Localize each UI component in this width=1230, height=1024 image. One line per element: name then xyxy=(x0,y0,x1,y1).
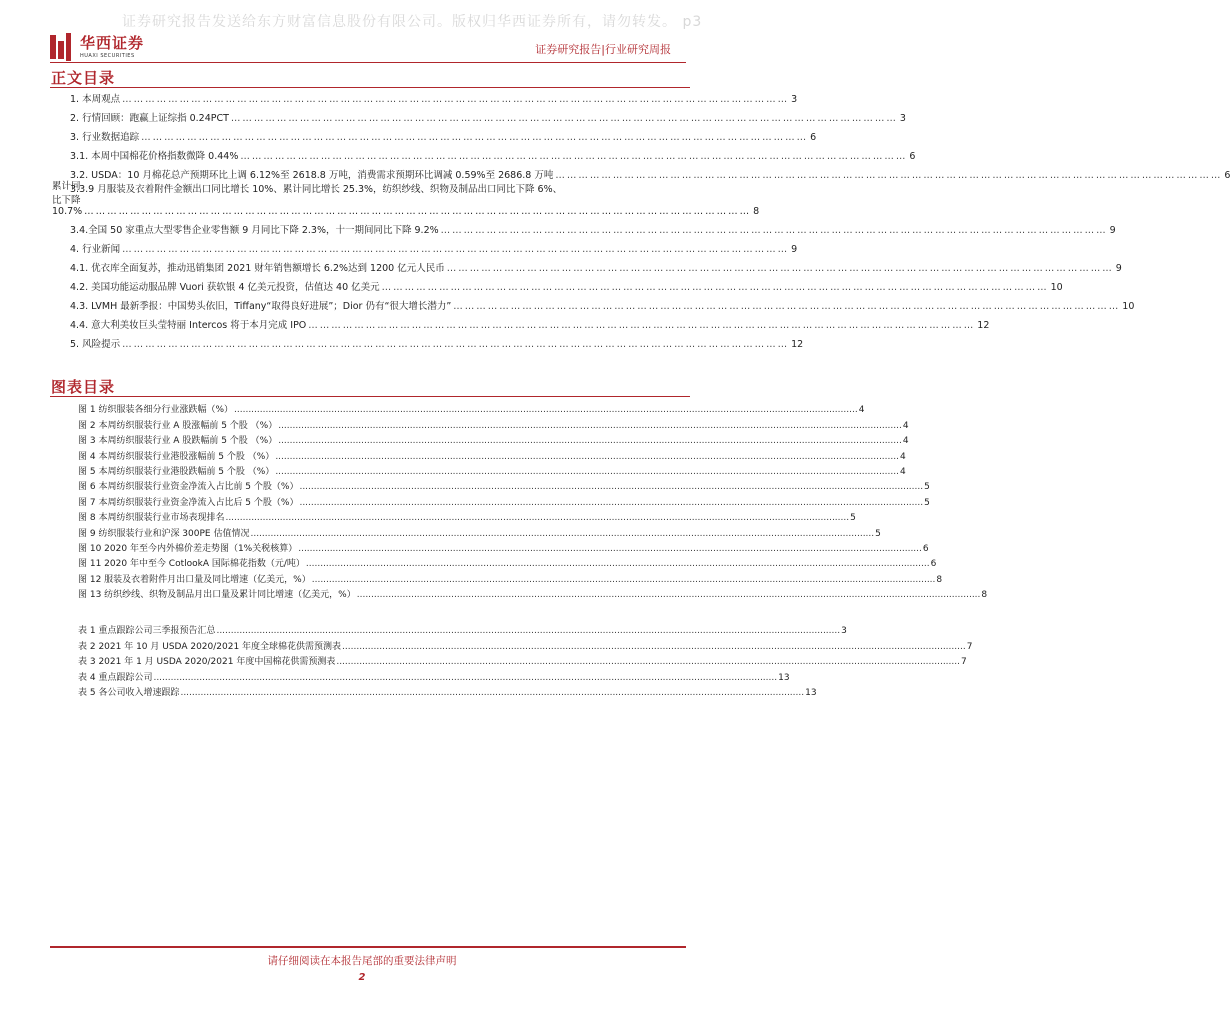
figure-entry[interactable]: 图 10 2020 年至今内外棉价差走势图（1%关税核算） .......................................................................................................................................................................................................................... 6 xyxy=(78,543,929,554)
leader-dots: .......................................................................................................................................................................................................................... xyxy=(225,513,850,524)
footer-divider xyxy=(50,946,686,948)
legal-notice: 请仔细阅读在本报告尾部的重要法律声明 xyxy=(267,955,457,967)
figure-list xyxy=(78,400,988,601)
table-entry[interactable]: 表 1 重点跟踪公司三季报预告汇总 .......................................................................................................................................................................................................................... 3 xyxy=(78,626,847,637)
page-number: 2 xyxy=(358,972,366,983)
toc-entry[interactable]: 1. 本周观点 ………………………………………………………………………………………………………………………………………………………… 3 xyxy=(70,94,798,105)
figure-entry[interactable]: 图 11 2020 年中至今 CotlookA 国际棉花指数（元/吨） .......................................................................................................................................................................................................................... 6 xyxy=(78,559,937,570)
leader-dots: .......................................................................................................................................................................................................................... xyxy=(275,466,899,477)
toc-entry[interactable]: 3.3.9 月服装及衣着附件金额出口同比增长 10%、累计同比增长 25.3%，纺织纱线、织物及制品出口同比下降 6%、 累计同比下降 10.7% ………………………………………………………………………………………………………………………………………………………… 8 xyxy=(52,181,760,217)
toc-entry[interactable]: 3.4.全国 50 家重点大型零售企业零售额 9 月同比下降 2.3%，十一期间同比下降 9.2% ………………………………………………………………………………………………………………………………………………………… 9 xyxy=(70,225,1116,236)
figure-entry[interactable]: 图 3 本周纺织服装行业 A 股跌幅前 5 个股 （%） .......................................................................................................................................................................................................................... 4 xyxy=(78,436,909,447)
leader-dots: .......................................................................................................................................................................................................................... xyxy=(180,687,805,698)
table-entry[interactable]: 表 2 2021 年 10 月 USDA 2020/2021 年度全球棉花供需预测表 .......................................................................................................................................................................................................................... 7 xyxy=(78,641,973,652)
figure-entry[interactable]: 图 6 本周纺织服装行业资金净流入占比前 5 个股（%） .......................................................................................................................................................................................................................... 5 xyxy=(78,482,930,493)
logo-en-text: HUAXI SECURITIES xyxy=(80,52,135,59)
toc-entry[interactable]: 5. 风险提示 ………………………………………………………………………………………………………………………………………………………… 12 xyxy=(70,339,804,350)
figure-entry[interactable]: 图 2 本周纺织服装行业 A 股涨幅前 5 个股 （%） .......................................................................................................................................................................................................................... 4 xyxy=(78,420,909,431)
table-entry[interactable]: 表 5 各公司收入增速跟踪 .......................................................................................................................................................................................................................... 13 xyxy=(78,687,817,698)
leader-dots: ………………………………………………………………………………………………………………………………………………………… xyxy=(440,225,1108,236)
leader-dots: ………………………………………………………………………………………………………………………………………………………… xyxy=(141,132,809,143)
leader-dots: .......................................................................................................................................................................................................................... xyxy=(342,641,966,652)
logo-cn-text: 华西证券 xyxy=(80,33,145,52)
toc-entry[interactable]: 4.2. 美国功能运动服品牌 Vuori 获软银 4 亿美元投资，估值达 40 亿美元 ………………………………………………………………………………………………………………………………………………………… 10 xyxy=(70,282,1063,293)
table-entry[interactable]: 表 4 重点跟踪公司 .......................................................................................................................................................................................................................... 13 xyxy=(78,672,790,683)
figure-entry[interactable]: 图 13 纺织纱线、织物及制品月出口量及累计同比增速（亿美元，%） .......................................................................................................................................................................................................................... 8 xyxy=(78,590,988,601)
leader-dots: ………………………………………………………………………………………………………………………………………………………… xyxy=(122,94,790,105)
leader-dots: .......................................................................................................................................................................................................................... xyxy=(299,482,924,493)
leader-dots: .......................................................................................................................................................................................................................... xyxy=(250,528,875,539)
leader-dots: .......................................................................................................................................................................................................................... xyxy=(305,559,930,570)
toc-entry[interactable]: 4.4. 意大利美妆巨头莹特丽 Intercos 将于本月完成 IPO ………………………………………………………………………………………………………………………………………………………… 12 xyxy=(70,320,990,331)
leader-dots: .......................................................................................................................................................................................................................... xyxy=(356,590,981,601)
figure-entry[interactable]: 图 1 纺织服装各细分行业涨跌幅（%） .......................................................................................................................................................................................................................... 4 xyxy=(78,405,865,416)
leader-dots: ………………………………………………………………………………………………………………………………………………………… xyxy=(84,206,752,217)
leader-dots: .......................................................................................................................................................................................................................... xyxy=(311,574,936,585)
figure-entry[interactable]: 图 12 服装及衣着附件月出口量及同比增速（亿美元，%） .......................................................................................................................................................................................................................... 8 xyxy=(78,574,943,585)
report-type: 证券研究报告|行业研究周报 xyxy=(535,43,671,56)
leader-dots: .......................................................................................................................................................................................................................... xyxy=(216,626,841,637)
figure-entry[interactable]: 图 7 本周纺织服装行业资金净流入占比后 5 个股（%） .......................................................................................................................................................................................................................... 5 xyxy=(78,497,930,508)
table-list xyxy=(78,621,973,698)
figure-entry[interactable]: 图 9 纺织服装行业和沪深 300PE 估值情况 .......................................................................................................................................................................................................................... 5 xyxy=(78,528,881,539)
leader-dots: ………………………………………………………………………………………………………………………………………………………… xyxy=(122,244,790,255)
leader-dots: ………………………………………………………………………………………………………………………………………………………… xyxy=(122,339,790,350)
header-divider xyxy=(50,62,686,63)
toc-title: 正文目录 xyxy=(51,69,116,87)
toc-entry[interactable]: 4.1. 优衣库全面复苏，推动迅销集团 2021 财年销售额增长 6.2%达到 1200 亿元人民币 ………………………………………………………………………………………………………………………………………………………… 9 xyxy=(70,263,1122,274)
leader-dots: .......................................................................................................................................................................................................................... xyxy=(336,657,960,668)
leader-dots: .......................................................................................................................................................................................................................... xyxy=(153,672,778,683)
figure-title-underline xyxy=(50,396,690,397)
huaxi-logo-icon xyxy=(50,33,72,61)
huaxi-logo xyxy=(50,32,144,62)
toc-entry[interactable]: 4. 行业新闻 ………………………………………………………………………………………………………………………………………………………… 9 xyxy=(70,244,798,255)
leader-dots: ………………………………………………………………………………………………………………………………………………………… xyxy=(308,320,976,331)
toc-entry[interactable]: 3. 行业数据追踪 ………………………………………………………………………………………………………………………………………………………… 6 xyxy=(70,132,817,143)
leader-dots: ………………………………………………………………………………………………………………………………………………………… xyxy=(453,301,1121,312)
figure-entry[interactable]: 图 4 本周纺织服装行业港股涨幅前 5 个股 （%） .......................................................................................................................................................................................................................... 4 xyxy=(78,451,906,462)
figure-entry[interactable]: 图 5 本周纺织服装行业港股跌幅前 5 个股 （%） .......................................................................................................................................................................................................................... 4 xyxy=(78,466,906,477)
leader-dots: .......................................................................................................................................................................................................................... xyxy=(278,436,902,447)
toc-list xyxy=(52,86,1230,350)
leader-dots: ………………………………………………………………………………………………………………………………………………………… xyxy=(446,263,1114,274)
leader-dots: ………………………………………………………………………………………………………………………………………………………… xyxy=(240,151,908,162)
leader-dots: ………………………………………………………………………………………………………………………………………………………… xyxy=(555,170,1223,181)
leader-dots: .......................................................................................................................................................................................................................... xyxy=(234,405,858,416)
watermark: 证券研究报告发送给东方财富信息股份有限公司。版权归华西证券所有，请勿转发。 p3 xyxy=(122,14,703,30)
leader-dots: ………………………………………………………………………………………………………………………………………………………… xyxy=(230,113,898,124)
leader-dots: ………………………………………………………………………………………………………………………………………………………… xyxy=(381,282,1049,293)
leader-dots: .......................................................................................................................................................................................................................... xyxy=(299,497,924,508)
table-entry[interactable]: 表 3 2021 年 1 月 USDA 2020/2021 年度中国棉花供需预测表 .......................................................................................................................................................................................................................... 7 xyxy=(78,657,967,668)
leader-dots: .......................................................................................................................................................................................................................... xyxy=(298,543,922,554)
figure-entry[interactable]: 图 8 本周纺织服装行业市场表现排名 .......................................................................................................................................................................................................................... 5 xyxy=(78,513,856,524)
leader-dots: .......................................................................................................................................................................................................................... xyxy=(275,451,899,462)
toc-entry[interactable]: 4.3. LVMH 最新季报：中国势头依旧，Tiffany“取得良好进展”；Dior 仍有“很大增长潜力” ………………………………………………………………………………………………………………………………………………………… 10 xyxy=(70,301,1135,312)
toc-entry[interactable]: 2. 行情回顾：跑赢上证综指 0.24PCT ………………………………………………………………………………………………………………………………………………………… 3 xyxy=(70,113,906,124)
leader-dots: .......................................................................................................................................................................................................................... xyxy=(278,420,902,431)
figure-list-title: 图表目录 xyxy=(51,378,116,396)
toc-entry[interactable]: 3.2. USDA：10 月棉花总产预期环比上调 6.12%至 2618.8 万吨，消费需求预期环比调减 0.59%至 2686.8 万吨 ………………………………………………………………………………………………………………………………………………………… 6 xyxy=(70,170,1230,181)
toc-entry[interactable]: 3.1. 本周中国棉花价格指数微降 0.44% ………………………………………………………………………………………………………………………………………………………… 6 xyxy=(70,151,916,162)
